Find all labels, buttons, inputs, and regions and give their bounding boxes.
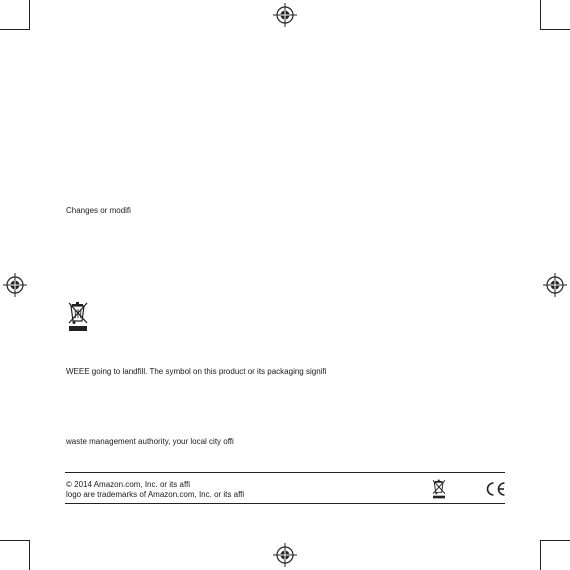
footer-rule-top [65, 472, 505, 473]
ce-mark-icon [484, 481, 506, 497]
crossed-out-wheelie-bin-icon [66, 300, 90, 332]
trademark-text: logo are trademarks of Amazon.com, Inc. or its affi [66, 490, 245, 499]
waste-authority-text: waste management authority, your local city offi [66, 437, 234, 446]
registration-mark-icon [273, 543, 297, 567]
registration-mark-icon [273, 3, 297, 27]
changes-text: Changes or modifi [66, 206, 131, 215]
weee-text: WEEE going to landfill. The symbol on this product or its packaging signifi [66, 367, 327, 376]
registration-mark-icon [543, 273, 567, 297]
registration-mark-icon [3, 273, 27, 297]
footer-rule-bottom [65, 503, 505, 504]
crossed-out-wheelie-bin-icon [431, 478, 447, 500]
copyright-text: © 2014 Amazon.com, Inc. or its affi [66, 480, 191, 489]
